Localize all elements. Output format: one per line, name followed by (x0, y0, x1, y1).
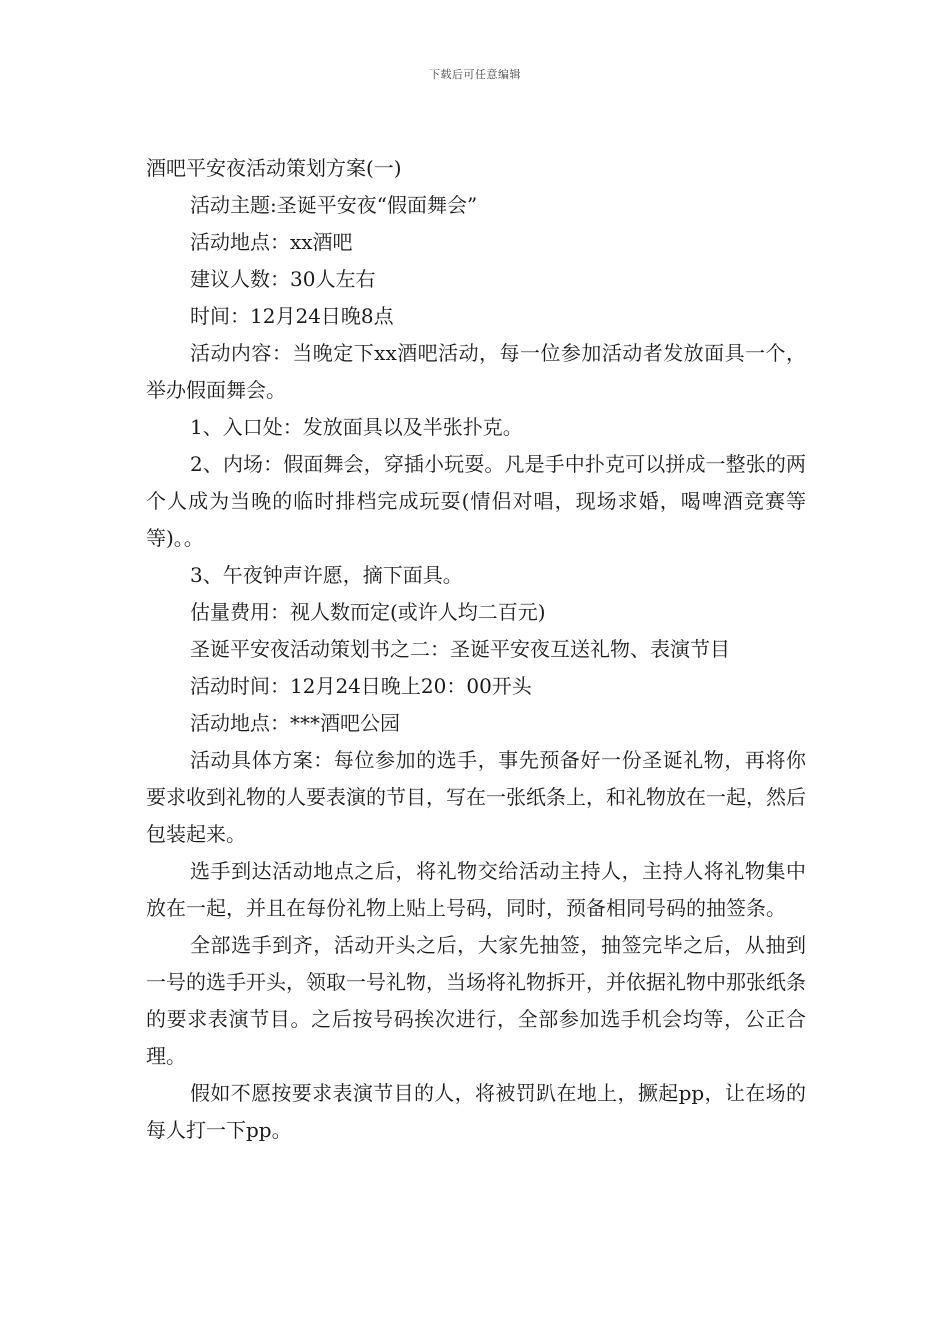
paragraph-location: 活动地点：xx酒吧 (190, 230, 353, 254)
document-title: 酒吧平安夜活动策划方案(一) (146, 156, 402, 180)
paragraph-headcount: 建议人数：30人左右 (190, 267, 376, 291)
paragraph-midnight: 3、午夜钟声许愿，摘下面具。 (190, 563, 463, 587)
paragraph-time: 时间：12月24日晚8点 (190, 304, 394, 328)
paragraph-inner-hall: 2、内场：假面舞会，穿插小玩耍。凡是手中扑克可以拼成一整张的两个人成为当晚的临时排档完成玩耍(情侣对唱，现场求婚，喝啤酒竞赛等等)。。 (146, 452, 806, 550)
paragraph-plan-two-heading: 圣诞平安夜活动策划书之二：圣诞平安夜互送礼物、表演节目 (190, 637, 730, 661)
paragraph-cost: 估量费用：视人数而定(或许人均二百元) (190, 600, 546, 624)
paragraph-penalty: 假如不愿按要求表演节目的人，将被罚趴在地上，撅起pp，让在场的每人打一下pp。 (146, 1081, 806, 1142)
paragraph-plan-two-time: 活动时间：12月24日晚上20：00开头 (190, 674, 532, 698)
paragraph-entrance: 1、入口处：发放面具以及半张扑克。 (190, 415, 523, 439)
header-note: 下载后可任意编辑 (429, 68, 521, 81)
paragraph-theme: 活动主题:圣诞平安夜“假面舞会” (190, 193, 478, 217)
paragraph-plan-two-location: 活动地点：***酒吧公园 (190, 711, 400, 735)
document-body (146, 150, 806, 1149)
paragraph-gift-handover: 选手到达活动地点之后，将礼物交给活动主持人，主持人将礼物集中放在一起，并且在每份礼物上贴上号码，同时，预备相同号码的抽签条。 (146, 859, 806, 920)
paragraph-lottery: 全部选手到齐，活动开头之后，大家先抽签，抽签完毕之后，从抽到一号的选手开头，领取一号礼物，当场将礼物拆开，并依据礼物中那张纸条的要求表演节目。之后按号码挨次进行，全部参加选手机会均等，公正合理。 (146, 933, 806, 1068)
paragraph-content: 活动内容：当晚定下xx酒吧活动，每一位参加活动者发放面具一个，举办假面舞会。 (146, 341, 806, 402)
paragraph-plan-details: 活动具体方案：每位参加的选手，事先预备好一份圣诞礼物，再将你要求收到礼物的人要表演的节目，写在一张纸条上，和礼物放在一起，然后包装起来。 (146, 748, 806, 846)
